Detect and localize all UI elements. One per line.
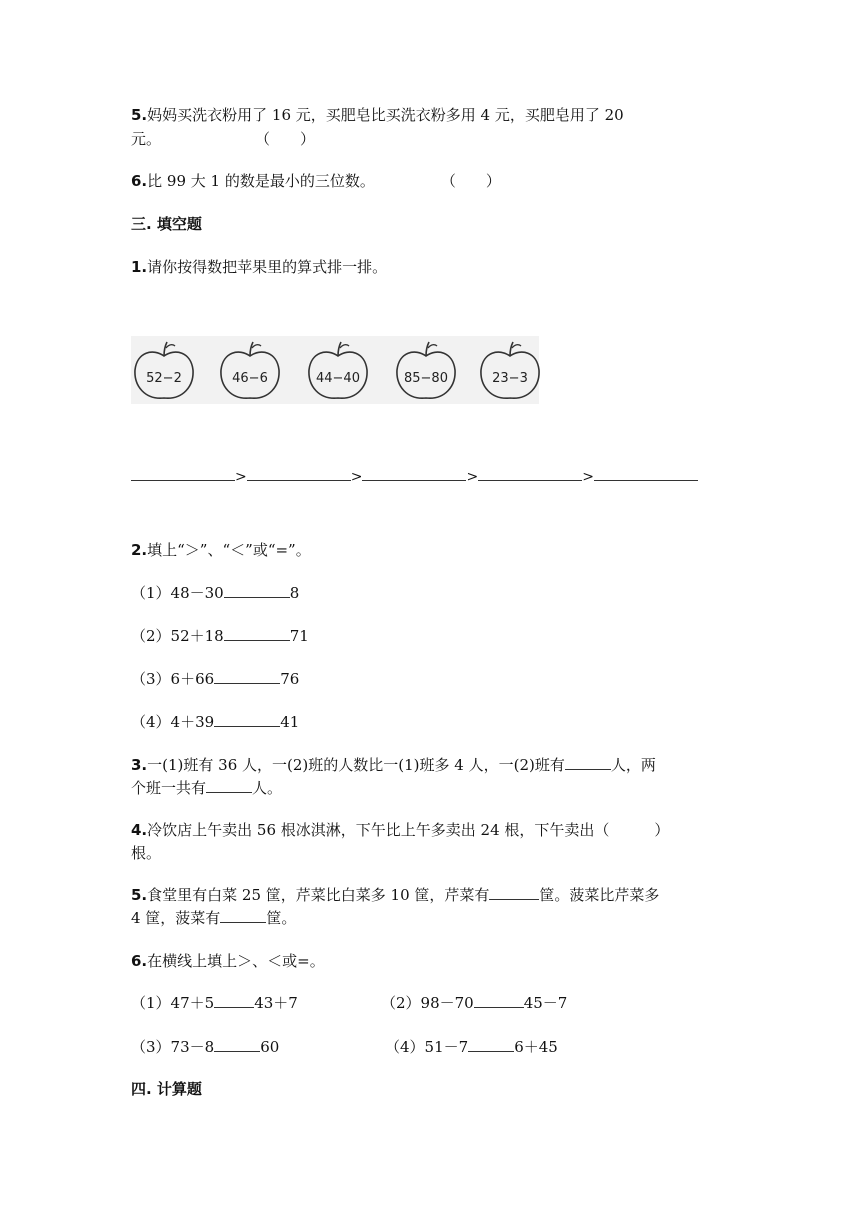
answer-blank[interactable] bbox=[131, 466, 235, 481]
fill-question-3-line-1 bbox=[131, 754, 656, 776]
compare-item bbox=[131, 582, 299, 604]
apple-expression: 46−6 bbox=[232, 371, 268, 386]
apple-icon bbox=[131, 336, 197, 404]
greater-than-sign: > bbox=[350, 469, 363, 485]
item-label: （3）6＋66 bbox=[131, 670, 215, 688]
apple-icon bbox=[393, 336, 459, 404]
apple-icon bbox=[217, 336, 283, 404]
compare-item bbox=[381, 992, 567, 1014]
item-label: （1）48－30 bbox=[131, 584, 224, 602]
question-text: 食堂里有白菜 25 筐，芹菜比白菜多 10 筐，芹菜有 bbox=[147, 886, 490, 904]
question-text: 人，两 bbox=[610, 756, 656, 774]
section-title: 三. 填空题 bbox=[131, 215, 202, 233]
item-label: （2）98－70 bbox=[381, 994, 474, 1012]
item-label: （4）51－7 bbox=[385, 1038, 469, 1056]
item-right: 8 bbox=[289, 584, 300, 602]
greater-than-sign: > bbox=[582, 469, 594, 485]
item-label: （3）73－8 bbox=[131, 1038, 215, 1056]
answer-blank[interactable] bbox=[474, 993, 524, 1008]
answer-blank[interactable] bbox=[224, 583, 290, 598]
answer-blank[interactable] bbox=[214, 669, 280, 684]
section-title: 四. 计算题 bbox=[131, 1080, 202, 1098]
question-number: 5. bbox=[131, 886, 148, 904]
question-6 bbox=[131, 170, 501, 192]
answer-blank[interactable] bbox=[468, 1037, 514, 1052]
answer-parentheses[interactable]: （ ） bbox=[440, 172, 501, 190]
apple-expression: 23−3 bbox=[492, 371, 528, 386]
answer-blank[interactable] bbox=[206, 778, 252, 793]
greater-than-sign: > bbox=[235, 469, 247, 485]
apple-expression: 85−80 bbox=[404, 371, 448, 386]
answer-blank[interactable] bbox=[489, 885, 539, 900]
question-5-line-2 bbox=[131, 128, 315, 150]
question-number: 2. bbox=[131, 541, 148, 559]
answer-parentheses[interactable]: （ ） bbox=[255, 130, 316, 148]
item-right: 76 bbox=[280, 670, 300, 688]
answer-blank[interactable] bbox=[224, 626, 290, 641]
question-number: 3. bbox=[131, 756, 148, 774]
fill-question-5-line-1 bbox=[131, 884, 659, 906]
compare-item bbox=[131, 711, 299, 733]
answer-blank[interactable] bbox=[214, 1037, 260, 1052]
question-number: 1. bbox=[131, 258, 148, 276]
compare-item bbox=[385, 1036, 558, 1058]
question-number: 4. bbox=[131, 821, 148, 839]
compare-item bbox=[131, 1036, 279, 1058]
compare-item bbox=[131, 625, 309, 647]
apple-icon bbox=[477, 336, 543, 404]
question-number: 5. bbox=[131, 106, 148, 124]
question-text: 请你按得数把苹果里的算式排一排。 bbox=[147, 258, 388, 276]
item-label: （4）4＋39 bbox=[131, 713, 215, 731]
answer-blank[interactable] bbox=[478, 466, 582, 481]
question-text: 填上“＞”、“＜”或“=”。 bbox=[147, 541, 311, 559]
fill-question-2 bbox=[131, 539, 311, 561]
compare-item bbox=[131, 668, 299, 690]
fill-question-4-line-2 bbox=[131, 842, 161, 864]
question-text: 4 筐，菠菜有 bbox=[131, 909, 221, 927]
answer-blank[interactable] bbox=[220, 908, 266, 923]
answer-blank[interactable] bbox=[565, 755, 611, 770]
question-5-line-1 bbox=[131, 104, 624, 126]
item-right: 43＋7 bbox=[254, 994, 298, 1012]
question-text: 元。 bbox=[131, 130, 162, 148]
item-right: 45－7 bbox=[523, 994, 568, 1012]
item-right: 6＋45 bbox=[514, 1038, 558, 1056]
item-right: 41 bbox=[280, 713, 300, 731]
fill-question-4-line-1 bbox=[131, 819, 669, 841]
greater-than-sign: > bbox=[466, 469, 479, 485]
answer-blank[interactable] bbox=[214, 993, 254, 1008]
fill-question-1 bbox=[131, 256, 387, 278]
item-right: 71 bbox=[289, 627, 309, 645]
question-text: 根。 bbox=[131, 844, 162, 862]
item-label: （1）47＋5 bbox=[131, 994, 215, 1012]
answer-blank[interactable] bbox=[594, 466, 698, 481]
question-number: 6. bbox=[131, 952, 148, 970]
answer-blank[interactable] bbox=[362, 466, 466, 481]
answer-blank[interactable] bbox=[214, 712, 280, 727]
ordering-chain bbox=[131, 466, 698, 485]
compare-item bbox=[131, 992, 298, 1014]
question-text: 人。 bbox=[252, 779, 283, 797]
item-label: （2）52＋18 bbox=[131, 627, 224, 645]
apple-icon bbox=[305, 336, 371, 404]
question-text: 冷饮店上午卖出 56 根冰淇淋，下午比上午多卖出 24 根，下午卖出（ ） bbox=[147, 821, 670, 839]
question-text: 一(1)班有 36 人，一(2)班的人数比一(1)班多 4 人，一(2)班有 bbox=[147, 756, 565, 774]
question-text: 比 99 大 1 的数是最小的三位数。 bbox=[147, 172, 375, 190]
item-right: 60 bbox=[260, 1038, 280, 1056]
apple-expression: 52−2 bbox=[146, 371, 182, 386]
fill-question-6 bbox=[131, 950, 325, 972]
question-text: 筐。 bbox=[266, 909, 297, 927]
question-text: 妈妈买洗衣粉用了 16 元，买肥皂比买洗衣粉多用 4 元，买肥皂用了 20 bbox=[147, 106, 624, 124]
answer-blank[interactable] bbox=[247, 466, 351, 481]
question-number: 6. bbox=[131, 172, 148, 190]
question-text: 个班一共有 bbox=[131, 779, 207, 797]
question-text: 在横线上填上＞、＜或=。 bbox=[147, 952, 325, 970]
fill-question-5-line-2 bbox=[131, 907, 296, 929]
apples-figure bbox=[131, 336, 539, 404]
question-text: 筐。菠菜比芹菜多 bbox=[539, 886, 660, 904]
apple-expression: 44−40 bbox=[316, 371, 360, 386]
fill-question-3-line-2 bbox=[131, 777, 282, 799]
